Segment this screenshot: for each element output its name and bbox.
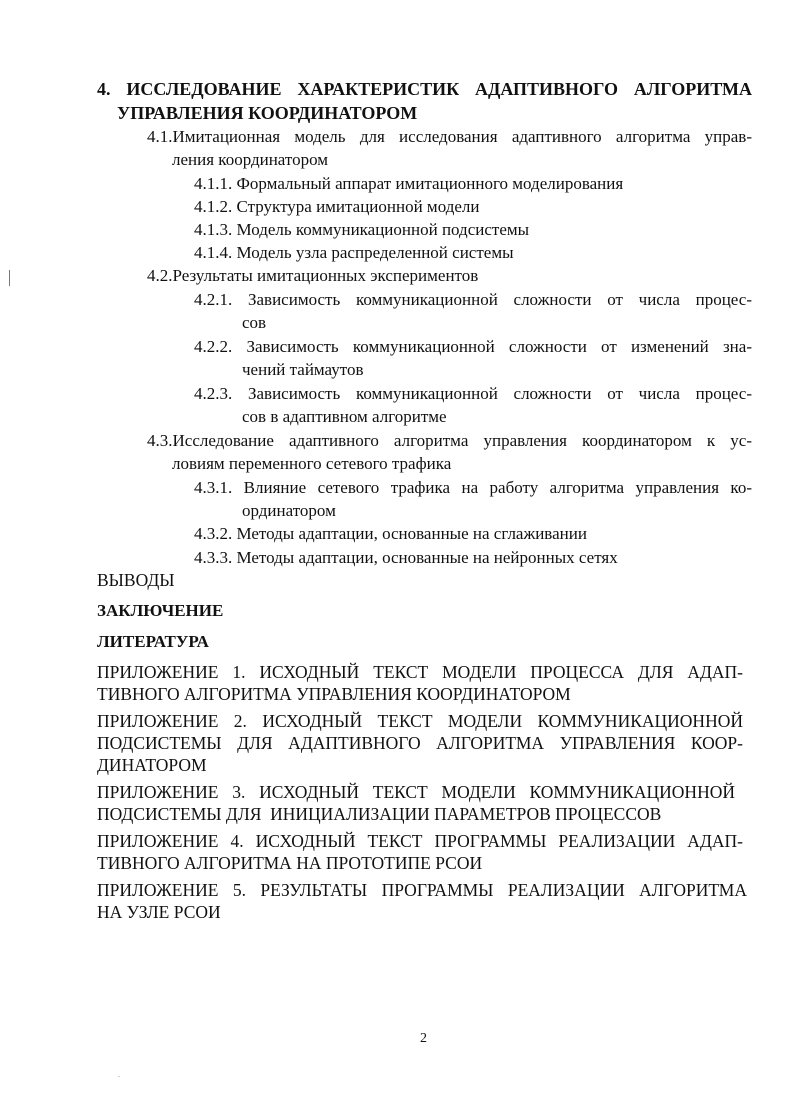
toc-4-1-3: 4.1.3. Модель коммуникационной подсистемы [194, 220, 530, 239]
chapter-title-line-1: 4. ИССЛЕДОВАНИЕ ХАРАКТЕРИСТИК АДАПТИВНОГО АЛГОРИТМА [97, 79, 752, 99]
appendix-2-line-2: ПОДСИСТЕМЫ ДЛЯ АДАПТИВНОГО АЛГОРИТМА УПРАВЛЕНИЯ КООР- [97, 733, 743, 753]
toc-4-3-line-2: ловиям переменного сетевого трафика [172, 454, 452, 473]
toc-4-2: 4.2.Результаты имитационных экспериментов [147, 266, 479, 285]
toc-4-2-1-line-2: сов [242, 313, 267, 332]
toc-4-3-1-line-1: 4.3.1. Влияние сетевого трафика на работу алгоритма управления ко- [194, 478, 752, 497]
chapter-title-line-2: УПРАВЛЕНИЯ КООРДИНАТОРОМ [117, 103, 418, 123]
scan-margin-mark [9, 270, 10, 286]
appendix-2-line-1: ПРИЛОЖЕНИЕ 2. ИСХОДНЫЙ ТЕКСТ МОДЕЛИ КОММУНИКАЦИОННОЙ [97, 711, 743, 731]
toc-4-1-4: 4.1.4. Модель узла распределенной системы [194, 243, 514, 262]
appendix-1-line-1: ПРИЛОЖЕНИЕ 1. ИСХОДНЫЙ ТЕКСТ МОДЕЛИ ПРОЦЕССА ДЛЯ АДАП- [97, 662, 743, 682]
scan-speck: . [118, 1070, 120, 1079]
appendix-5-line-2: НА УЗЛЕ РСОИ [97, 902, 221, 922]
appendix-2-line-3: ДИНАТОРОМ [97, 755, 207, 775]
appendix-4-line-1: ПРИЛОЖЕНИЕ 4. ИСХОДНЫЙ ТЕКСТ ПРОГРАММЫ РЕАЛИЗАЦИИ АДАП- [97, 831, 743, 851]
appendix-3-line-1: ПРИЛОЖЕНИЕ 3. ИСХОДНЫЙ ТЕКСТ МОДЕЛИ КОММУНИКАЦИОННОЙ [97, 782, 735, 802]
section-literature: ЛИТЕРАТУРА [97, 632, 209, 651]
appendix-1-line-2: ТИВНОГО АЛГОРИТМА УПРАВЛЕНИЯ КООРДИНАТОРОМ [97, 684, 571, 704]
toc-4-2-1-line-1: 4.2.1. Зависимость коммуникационной сложности от числа процес- [194, 290, 752, 309]
toc-4-1-line-1: 4.1.Имитационная модель для исследования адаптивного алгоритма управ- [147, 127, 752, 146]
toc-4-2-2-line-1: 4.2.2. Зависимость коммуникационной сложности от изменений зна- [194, 337, 752, 356]
toc-4-3-line-1: 4.3.Исследование адаптивного алгоритма управления координатором к ус- [147, 431, 752, 450]
section-summary: ЗАКЛЮЧЕНИЕ [97, 601, 224, 620]
appendix-4-line-2: ТИВНОГО АЛГОРИТМА НА ПРОТОТИПЕ РСОИ [97, 853, 483, 873]
toc-4-3-3: 4.3.3. Методы адаптации, основанные на нейронных сетях [194, 548, 618, 567]
page-number: 2 [420, 1031, 427, 1046]
toc-4-3-2: 4.3.2. Методы адаптации, основанные на сглаживании [194, 524, 587, 543]
section-conclusions: ВЫВОДЫ [97, 570, 175, 590]
toc-4-1-line-2: ления координатором [172, 150, 329, 169]
appendix-3-line-2: ПОДСИСТЕМЫ ДЛЯ ИНИЦИАЛИЗАЦИИ ПАРАМЕТРОВ ПРОЦЕССОВ [97, 804, 662, 824]
appendix-5-line-1: ПРИЛОЖЕНИЕ 5. РЕЗУЛЬТАТЫ ПРОГРАММЫ РЕАЛИЗАЦИИ АЛГОРИТМА [97, 880, 747, 900]
toc-4-2-3-line-1: 4.2.3. Зависимость коммуникационной сложности от числа процес- [194, 384, 752, 403]
toc-4-2-2-line-2: чений таймаутов [242, 360, 364, 379]
toc-4-2-3-line-2: сов в адаптивном алгоритме [242, 407, 447, 426]
toc-4-1-1: 4.1.1. Формальный аппарат имитационного моделирования [194, 174, 624, 193]
toc-4-3-1-line-2: ординатором [242, 501, 336, 520]
toc-4-1-2: 4.1.2. Структура имитационной модели [194, 197, 480, 216]
